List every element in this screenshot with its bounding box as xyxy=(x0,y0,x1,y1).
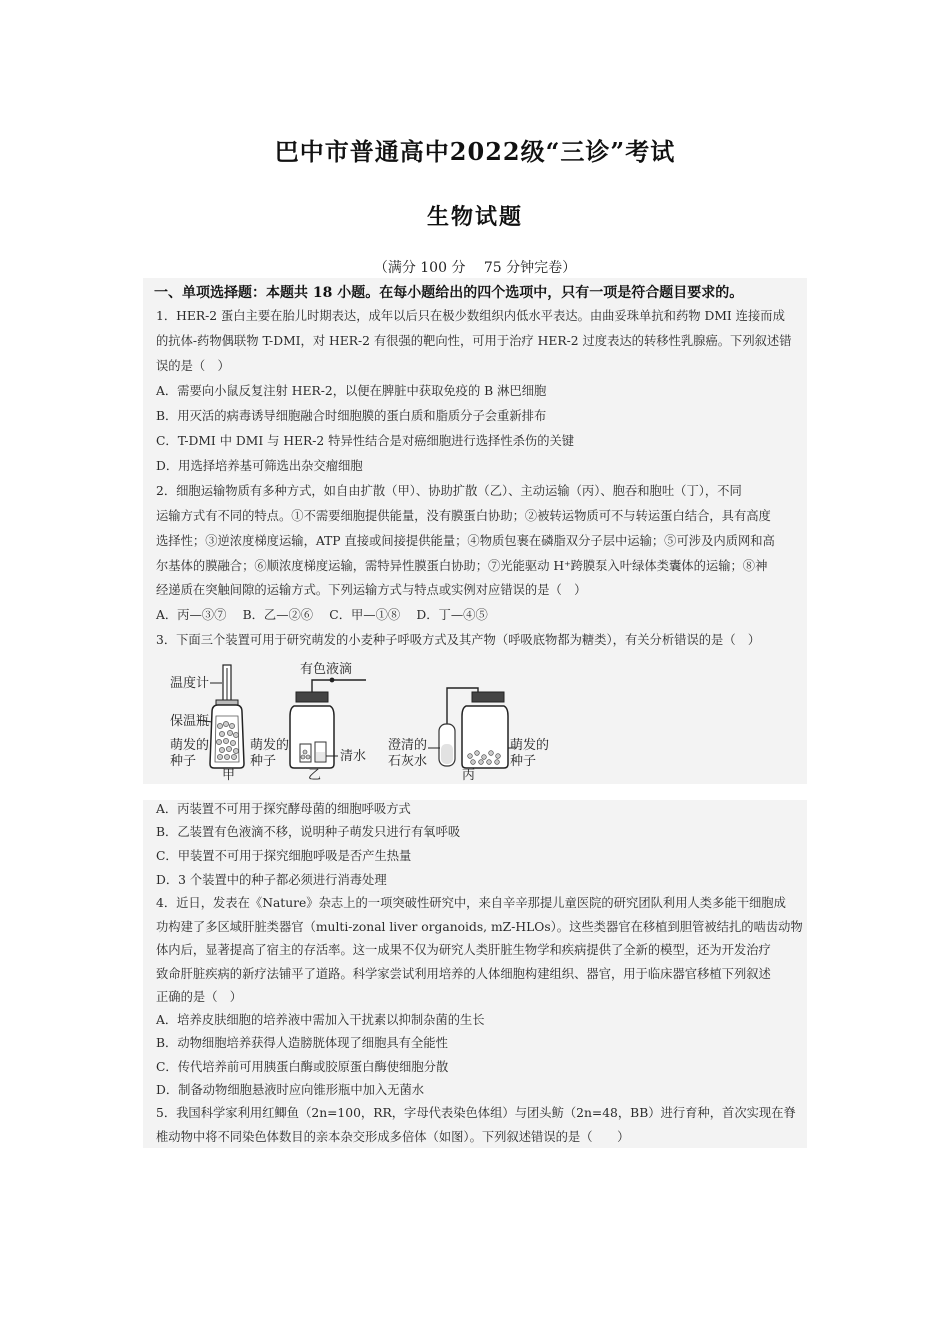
label-flask: 保温瓶 xyxy=(170,714,210,729)
label-seeds-bing-2: 种子 xyxy=(510,754,537,769)
q2-stem-line: 选择性；③逆浓度梯度运输，ATP 直接或间接提供能量；④物质包裹在磷脂双分子层中运输；⑤可涉及内质网和高 xyxy=(156,534,775,548)
label-seeds-jia-2: 种子 xyxy=(170,754,197,769)
q2-stem-line: 尔基体的膜融合；⑥顺浓度梯度运输，需特异性膜蛋白协助；⑦光能驱动 H⁺跨膜泵入叶绿体类囊体的运输；⑧神 xyxy=(156,559,768,573)
q3-option-b: B．乙装置有色液滴不移，说明种子萌发只进行有氧呼吸 xyxy=(156,825,461,839)
q4-stem-line: 功构建了多区域肝脏类器官（multi-zonal liver organoids, mZ-HLOs）。这些类器官在移植到胆管被结扎的啮齿动物 xyxy=(156,920,803,934)
q4-option-c: C．传代培养前可用胰蛋白酶或胶原蛋白酶使细胞分散 xyxy=(156,1060,449,1074)
label-limewater-2: 石灰水 xyxy=(388,754,428,769)
label-thermometer: 温度计 xyxy=(170,676,210,691)
label-seeds-jia-1: 萌发的 xyxy=(170,738,210,753)
q2-stem-line: 2．细胞运输物质有多种方式，如自由扩散（甲）、协助扩散（乙）、主动运输（丙）、胞吞和胞吐（丁），不同 xyxy=(156,484,742,498)
q3-option-d: D．3 个装置中的种子都必须进行消毒处理 xyxy=(156,873,387,887)
q2-options: A．丙—③⑦ B．乙—②⑥ C．甲—①⑧ D．丁—④⑤ xyxy=(156,608,488,622)
q3-stem: 3．下面三个装置可用于研究萌发的小麦种子呼吸方式及其产物（呼吸底物都为糖类），有关分析错误的是（ ） xyxy=(156,633,761,647)
q1-stem-line: 1．HER-2 蛋白主要在胎儿时期表达，成年以后只在极少数组织内低水平表达。由曲妥珠单抗和药物 DMI 连接而成 xyxy=(156,309,785,323)
q3-option-a: A．丙装置不可用于探究酵母菌的细胞呼吸方式 xyxy=(156,802,411,816)
apparatus-bing xyxy=(428,688,516,768)
q2-stem-line: 经递质在突触间隙的运输方式。下列运输方式与特点或实例对应错误的是（ ） xyxy=(156,583,587,597)
q1-option-a: A．需要向小鼠反复注射 HER-2，以便在脾脏中获取免疫的 B 淋巴细胞 xyxy=(156,384,547,398)
exam-title: 巴中市普通高中2022级“三诊”考试 xyxy=(274,137,676,166)
q4-stem-line: 4．近日，发表在《Nature》杂志上的一项突破性研究中，来自辛辛那提儿童医院的研究团队利用人类多能干细胞成 xyxy=(156,896,786,910)
label-yi: 乙 xyxy=(308,768,322,782)
label-seeds-yi-2: 种子 xyxy=(250,754,277,769)
respiration-apparatus-diagram xyxy=(160,660,570,782)
label-water: 清水 xyxy=(340,749,367,764)
q5-stem-line: 5．我国科学家利用红鲫鱼（2n=100，RR，字母代表染色体组）与团头鲂（2n=48，BB）进行育种，首次实现在脊 xyxy=(156,1106,796,1120)
q1-stem-line: 误的是（ ） xyxy=(156,359,230,373)
q2-stem-line: 运输方式有不同的特点。①不需要细胞提供能量，没有膜蛋白协助；②被转运物质可不与转运蛋白结合，具有高度 xyxy=(156,509,771,523)
section-heading: 一、单项选择题：本题共 18 小题。在每小题给出的四个选项中，只有一项是符合题目要求的。 xyxy=(154,285,744,301)
label-jia: 甲 xyxy=(222,768,236,782)
exam-info: （满分 100 分 75 分钟完卷） xyxy=(373,260,577,276)
exam-subtitle: 生物试题 xyxy=(426,204,523,230)
q1-stem-line: 的抗体-药物偶联物 T-DMI，对 HER-2 有很强的靶向性，可用于治疗 HER-2 过度表达的转移性乳腺癌。下列叙述错 xyxy=(156,334,792,348)
q4-option-b: B．动物细胞培养获得人造膀胱体现了细胞具有全能性 xyxy=(156,1036,448,1050)
q4-option-a: A．培养皮肤细胞的培养液中需加入干扰素以抑制杂菌的生长 xyxy=(156,1013,485,1027)
q4-stem-line: 致命肝脏疾病的新疗法铺平了道路。科学家尝试利用培养的人体细胞构建组织、器官，用于临床器官移植下列叙述 xyxy=(156,967,771,981)
label-seeds-bing-1: 萌发的 xyxy=(510,738,550,753)
q4-option-d: D．制备动物细胞悬液时应向锥形瓶中加入无菌水 xyxy=(156,1083,425,1097)
label-limewater-1: 澄清的 xyxy=(388,738,428,753)
label-seeds-yi-1: 萌发的 xyxy=(250,738,290,753)
q4-stem-line: 体内后，显著提高了宿主的存活率。这一成果不仅为研究人类肝脏生物学和疾病提供了全新的模型，还为开发治疗 xyxy=(156,943,771,957)
label-bing: 丙 xyxy=(462,768,476,782)
q5-stem-line: 椎动物中将不同染色体数目的亲本杂交形成多倍体（如图）。下列叙述错误的是（ ） xyxy=(156,1130,630,1144)
q3-option-c: C．甲装置不可用于探究细胞呼吸是否产生热量 xyxy=(156,849,412,863)
q1-option-b: B．用灭活的病毒诱导细胞融合时细胞膜的蛋白质和脂质分子会重新排布 xyxy=(156,409,547,423)
q1-option-d: D．用选择培养基可筛选出杂交瘤细胞 xyxy=(156,459,363,473)
q4-stem-line: 正确的是（ ） xyxy=(156,990,243,1004)
q1-option-c: C．T-DMI 中 DMI 与 HER-2 特异性结合是对癌细胞进行选择性杀伤的关键 xyxy=(156,434,575,448)
label-droplet: 有色液滴 xyxy=(300,662,353,677)
